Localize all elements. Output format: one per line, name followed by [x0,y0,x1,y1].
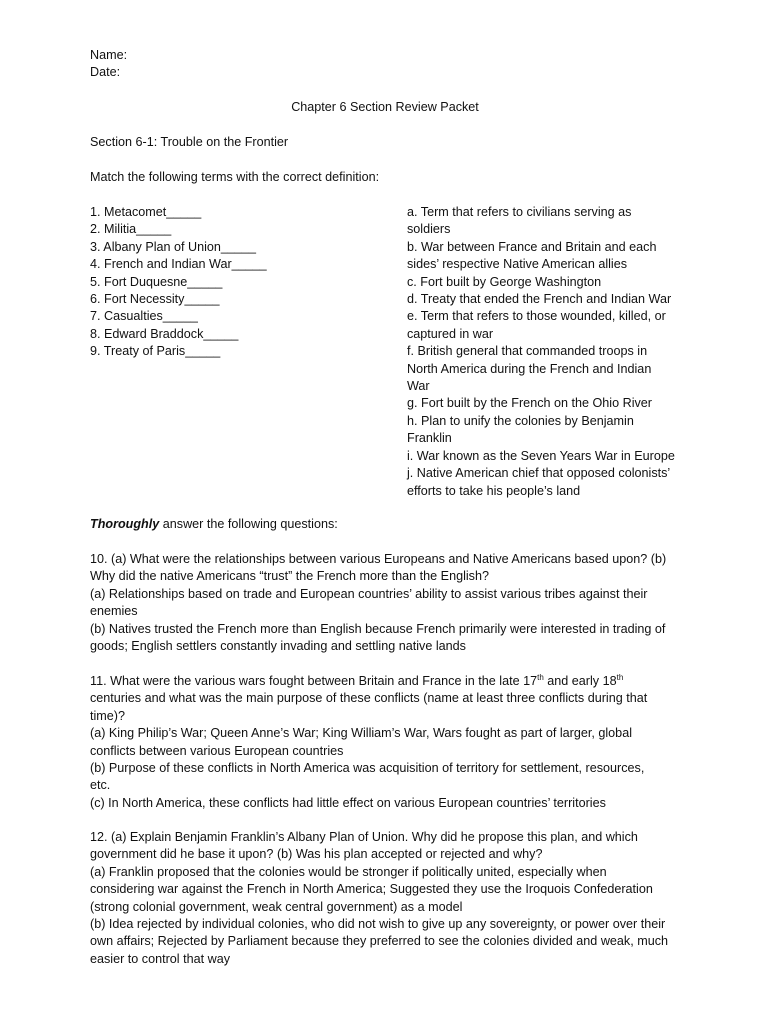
q12-line: easier to control that way [90,951,231,966]
q11-line: centuries and what was the main purpose of these conflicts (name at least three conflicts during that [90,691,648,706]
superscript: th [537,672,544,682]
question-11 [90,673,690,812]
definition-line: i. War known as the Seven Years War in Europe [407,448,675,463]
definition-line: c. Fort built by George Washington [407,274,602,289]
header-fields [90,47,690,82]
q12-line: own affairs; Rejected by Parliament because they preferred to see the colonies divided and weak, much [90,934,669,949]
term-item: 4. French and Indian War_____ [90,257,267,272]
definition-line: b. War between France and Britain and each [407,239,657,254]
term-item: 5. Fort Duquesne_____ [90,274,223,289]
q11-text: and early 18 [543,674,617,688]
q11-line: (c) In North America, these conflicts had little effect on various European countries’ territories [90,795,606,810]
definition-line: j. Native American chief that opposed colonists’ [407,466,671,481]
question-10 [90,551,690,655]
terms-list [90,204,370,361]
term-item: 8. Edward Braddock_____ [90,326,239,341]
q11-line: etc. [90,778,111,793]
definition-line: a. Term that refers to civilians serving as [407,205,632,219]
q11-line: (a) King Philip’s War; Queen Anne’s War; King William’s War, Wars fought as part of larger, global [90,726,632,741]
q11-line: conflicts between various European countries [90,743,344,758]
q10-line: 10. (a) What were the relationships between various Europeans and Native Americans based upon? (b) [90,552,667,566]
definition-line: d. Treaty that ended the French and Indian War [407,292,672,307]
definition-line: sides’ respective Native American allies [407,257,628,272]
q12-line: considering war against the French in North America; Suggested they use the Iroquois Confederation [90,882,653,897]
term-item: 1. Metacomet_____ [90,205,202,219]
q10-line: Why did the native Americans “trust” the French more than the English? [90,569,489,584]
term-item: 3. Albany Plan of Union_____ [90,239,256,254]
document-title: Chapter 6 Section Review Packet [291,100,479,114]
term-item: 7. Casualties_____ [90,309,198,324]
q10-line: goods; English settlers constantly invading and settling native lands [90,639,466,654]
definition-line: Franklin [407,431,452,446]
definitions-list [407,204,692,500]
q11-first-line [90,673,690,690]
q11-line: time)? [90,708,125,723]
name-label: Name: [90,48,128,62]
definition-line: efforts to take his people’s land [407,483,581,498]
questions-intro [90,516,690,533]
q12-line: (a) Franklin proposed that the colonies would be stronger if politically united, especially when [90,864,607,879]
q11-text: 11. What were the various wars fought between Britain and France in the late 17 [90,674,538,688]
q12-line: government did he base it upon? (b) Was his plan accepted or rejected and why? [90,847,543,862]
definition-line: War [407,379,430,394]
q10-line: enemies [90,604,138,619]
definition-line: e. Term that refers to those wounded, killed, or [407,309,666,324]
term-item: 9. Treaty of Paris_____ [90,344,221,359]
intro-rest: answer the following questions: [159,517,338,531]
definition-line: North America during the French and Indian [407,361,652,376]
definition-line: g. Fort built by the French on the Ohio River [407,396,652,411]
term-item: 6. Fort Necessity_____ [90,292,220,307]
definition-line: h. Plan to unify the colonies by Benjamin [407,413,634,428]
question-12 [90,829,690,968]
q12-line: (b) Idea rejected by individual colonies, who did not wish to give up any sovereignty, or power over their [90,917,666,932]
definition-line: captured in war [407,326,494,341]
q12-line: 12. (a) Explain Benjamin Franklin’s Albany Plan of Union. Why did he propose this plan, and which [90,830,638,844]
date-label: Date: [90,65,121,80]
superscript: th [616,672,624,682]
q11-line: (b) Purpose of these conflicts in North America was acquisition of territory for settlement, resources, [90,761,645,776]
q10-line: (a) Relationships based on trade and European countries’ ability to assist various tribes against their [90,586,648,601]
match-instruction: Match the following terms with the correct definition: [90,170,380,184]
definition-line: f. British general that commanded troops in [407,344,648,359]
term-item: 2. Militia_____ [90,222,172,237]
emphasis-word: Thoroughly [90,517,160,531]
q12-line: (strong colonial government, weak central government) as a model [90,899,463,914]
section-heading: Section 6-1: Trouble on the Frontier [90,135,289,149]
definition-line: soldiers [407,222,451,237]
q10-line: (b) Natives trusted the French more than English because French primarily were interested in trading of [90,621,666,636]
